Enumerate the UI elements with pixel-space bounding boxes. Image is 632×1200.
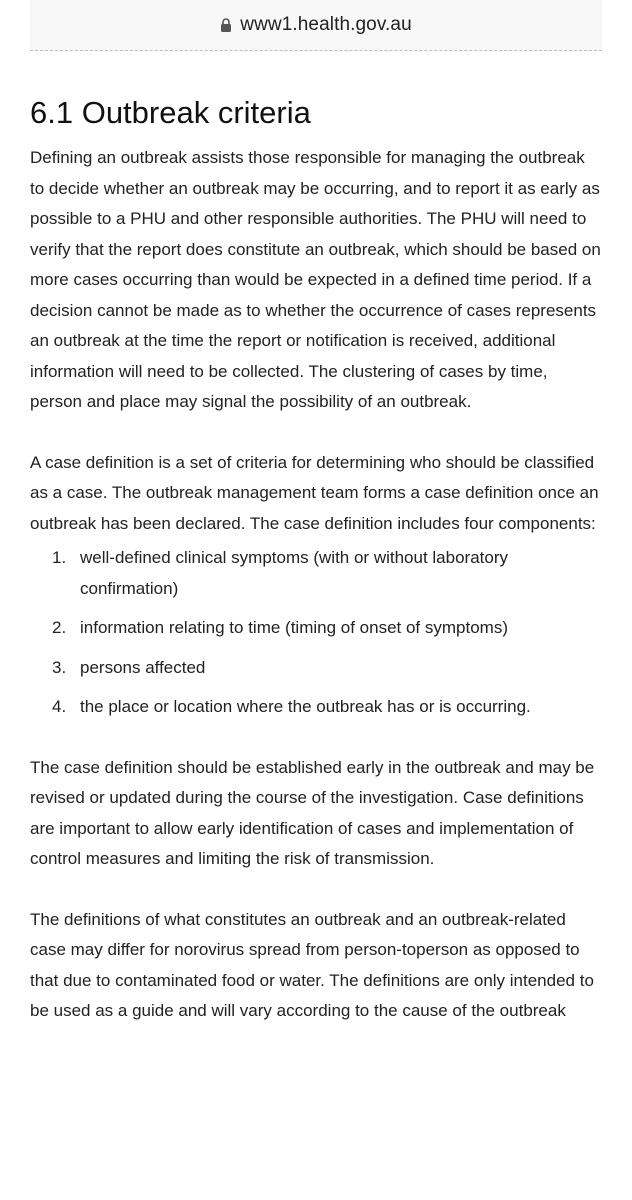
list-text: the place or location where the outbreak has or is occurring. bbox=[80, 697, 531, 716]
list-item bbox=[30, 543, 602, 604]
list-number: 4. bbox=[52, 697, 67, 716]
article bbox=[0, 95, 632, 1027]
paragraph-outbreak-definition: Defining an outbreak assists those responsible for managing the outbreak to decide whether an outbreak may be occurring, and to report it as early as possible to a PHU and other responsible authorities. The PHU will need to verify that the report does constitute an outbreak, which should be based on more cases occurring than would be expected in a defined time period. If a decision cannot be made as to whether the occurrence of cases represents an outbreak at the time the report or notification is received, additional information will need to be collected. The clustering of cases by time, person and place may signal the possibility of an outbreak. bbox=[30, 148, 601, 411]
url-text[interactable]: www1.health.gov.au bbox=[240, 14, 412, 35]
lock-icon bbox=[220, 18, 232, 32]
list-text: persons affected bbox=[80, 657, 206, 677]
url-display[interactable] bbox=[220, 14, 412, 36]
list-number: 1. bbox=[52, 548, 67, 567]
list-number: 2. bbox=[52, 618, 67, 637]
components-list bbox=[30, 543, 602, 723]
list-number: 3. bbox=[52, 657, 67, 677]
page-title: 6.1 Outbreak criteria bbox=[30, 95, 311, 130]
list-item bbox=[30, 692, 602, 723]
paragraph-case-definition: A case definition is a set of criteria for determining who should be classified as a case. The outbreak management team forms a case definition once an outbreak has been declared. The case definition includes four components: bbox=[30, 452, 599, 533]
address-bar[interactable] bbox=[30, 0, 602, 51]
list-text: information relating to time (timing of onset of symptoms) bbox=[80, 618, 508, 637]
list-item bbox=[30, 653, 602, 684]
list-text: well-defined clinical symptoms (with or without laboratory confirmation) bbox=[80, 548, 508, 598]
paragraph-establish-early: The case definition should be established early in the outbreak and may be revised or updated during the course of the investigation. Case definitions are important to allow early identification of cases and implementation of control measures and limiting the risk of transmission. bbox=[30, 757, 595, 868]
paragraph-norovirus-definitions: The definitions of what constitutes an outbreak and an outbreak-related case may differ for norovirus spread from person-toperson as opposed to that due to contaminated food or water. The definitions are only intended to be used as a guide and will vary according to the cause of the outbreak bbox=[30, 909, 594, 1020]
list-item bbox=[30, 613, 602, 644]
